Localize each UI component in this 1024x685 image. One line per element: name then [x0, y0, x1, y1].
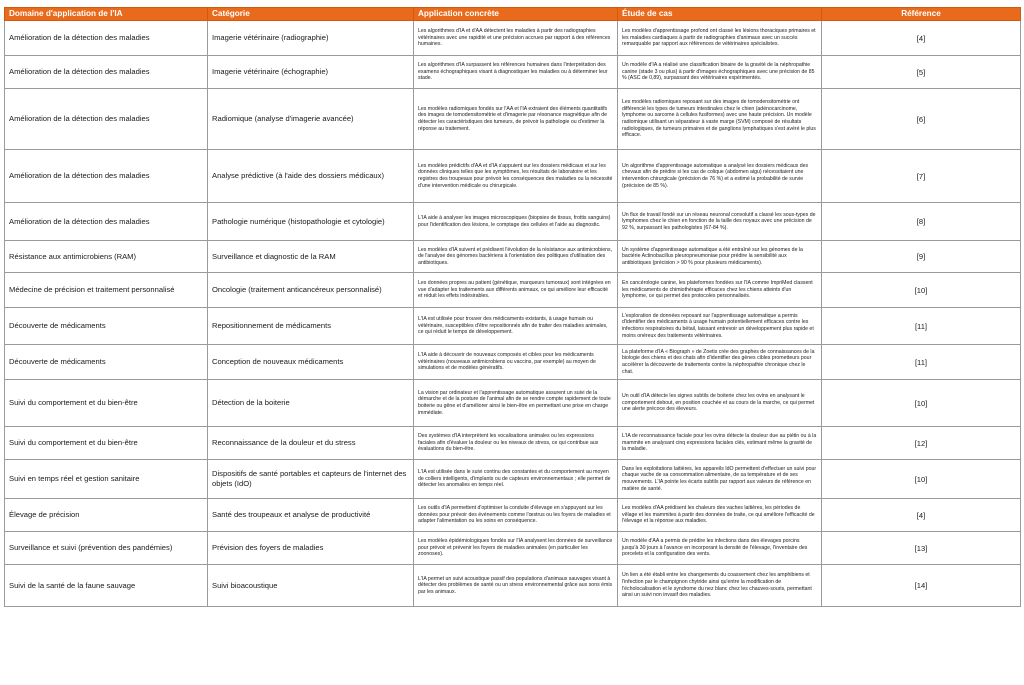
- cell-domaine: Amélioration de la détection des maladies: [5, 89, 208, 150]
- cell-etude: Un outil d'IA détecte les signes subtils de boiterie chez les ovins en analysant le comportement debout, en position couchée et au cours de la marche, ce qui permet une alerte précoce des éleveurs.: [618, 380, 822, 427]
- cell-categorie: Pathologie numérique (histopathologie et cytologie): [208, 203, 414, 241]
- cell-domaine: Résistance aux antimicrobiens (RAM): [5, 241, 208, 273]
- cell-categorie: Prévision des foyers de maladies: [208, 532, 414, 565]
- table-row: [5, 345, 1021, 380]
- cell-domaine: Suivi du comportement et du bien-être: [5, 380, 208, 427]
- cell-application: L'IA aide à analyser les images microscopiques (biopsies de tissus, frottis sanguins) pour l'identification des lésions, le comptage des cellules et l'aide au diagnostic.: [414, 203, 618, 241]
- cell-categorie: Imagerie vétérinaire (radiographie): [208, 21, 414, 56]
- table-row: [5, 427, 1021, 460]
- cell-application: Des systèmes d'IA interprètent les vocalisations animales ou les expressions faciales afin d'évaluer la douleur ou les niveaux de stress, ce qui contribue aux évaluations du bien-être.: [414, 427, 618, 460]
- cell-domaine: Surveillance et suivi (prévention des pandémies): [5, 532, 208, 565]
- cell-domaine: Suivi de la santé de la faune sauvage: [5, 565, 208, 607]
- cell-application: Les modèles épidémiologiques fondés sur l'IA analysent les données de surveillance pour prévoir et prévenir les foyers de maladies animales (en particulier les zoonoses).: [414, 532, 618, 565]
- cell-domaine: Médecine de précision et traitement personnalisé: [5, 273, 208, 308]
- table-row: [5, 499, 1021, 532]
- cell-categorie: Conception de nouveaux médicaments: [208, 345, 414, 380]
- table-row: [5, 56, 1021, 89]
- cell-categorie: Oncologie (traitement anticancéreux personnalisé): [208, 273, 414, 308]
- cell-reference: [10]: [822, 273, 1021, 308]
- cell-categorie: Surveillance et diagnostic de la RAM: [208, 241, 414, 273]
- cell-etude: La plateforme d'IA « Biograph » de Zoetis crée des graphes de connaissances de la biologie des chiens et des chats afin d'identifier des gènes cibles prometteurs pour accélérer la découverte de traitements contre la néphropathie chronique chez le chat.: [618, 345, 822, 380]
- cell-domaine: Amélioration de la détection des maladies: [5, 21, 208, 56]
- cell-application: Les modèles d'IA suivent et prédisent l'évolution de la résistance aux antimicrobiens, de l'analyse des génomes bactériens à l'orientation des politiques d'utilisation des antibiotiques.: [414, 241, 618, 273]
- header-domaine: Domaine d'application de l'IA: [5, 8, 208, 21]
- header-categorie: Catégorie: [208, 8, 414, 21]
- cell-reference: [8]: [822, 203, 1021, 241]
- table-row: [5, 203, 1021, 241]
- cell-etude: L'exploration de données reposant sur l'apprentissage automatique a permis d'identifier des médicaments à usage humain potentiellement efficaces contre les infections respiratoires du bétail, laissant entrevoir un développement plus rapide et moins onéreux des traitements vétérinaires.: [618, 308, 822, 345]
- cell-application: Les outils d'IA permettent d'optimiser la conduite d'élevage en s'appuyant sur les données pour prévoir des événements comme l'œstrus ou les foyers de maladies et adapter l'alimentation ou les soins en conséquence.: [414, 499, 618, 532]
- cell-application: L'IA permet un suivi acoustique passif des populations d'animaux sauvages visant à détecter des problèmes de santé ou un stress environnemental grâce aux sons émis par les animaux.: [414, 565, 618, 607]
- cell-application: Les algorithmes d'IA surpassent les références humaines dans l'interprétation des examens échographiques visant à diagnostiquer les maladies ou à déterminer leur stade.: [414, 56, 618, 89]
- cell-categorie: Suivi bioacoustique: [208, 565, 414, 607]
- cell-reference: [6]: [822, 89, 1021, 150]
- cell-domaine: Élevage de précision: [5, 499, 208, 532]
- cell-domaine: Découverte de médicaments: [5, 345, 208, 380]
- cell-categorie: Santé des troupeaux et analyse de productivité: [208, 499, 414, 532]
- table-row: [5, 241, 1021, 273]
- table-row: [5, 380, 1021, 427]
- cell-etude: Les modèles d'AA prédisent les chaleurs des vaches laitières, les périodes de vêlage et les mammites à partir des données de traite, ce qui améliore l'efficacité de l'élevage et la réponse aux maladies.: [618, 499, 822, 532]
- header-etude: Étude de cas: [618, 8, 822, 21]
- cell-etude: Un modèle d'AA a permis de prédire les infections dans des élevages porcins jusqu'à 30 jours à l'avance en incorporant la densité de l'élevage, l'inventaire des porcelets et la configuration des vents.: [618, 532, 822, 565]
- cell-reference: [14]: [822, 565, 1021, 607]
- cell-etude: Un flux de travail fondé sur un réseau neuronal convolutif a classé les sous-types de lymphomes chez le chien en fonction de la taille des noyaux avec une précision de 92 %, surpassant les pathologistes (67-84 %).: [618, 203, 822, 241]
- header-reference: Référence: [822, 8, 1021, 21]
- cell-reference: [4]: [822, 21, 1021, 56]
- table-row: [5, 150, 1021, 203]
- cell-categorie: Détection de la boiterie: [208, 380, 414, 427]
- table-header: [5, 8, 1021, 21]
- cell-reference: [4]: [822, 499, 1021, 532]
- cell-categorie: Analyse prédictive (à l'aide des dossiers médicaux): [208, 150, 414, 203]
- cell-etude: Un algorithme d'apprentissage automatique a analysé les dossiers médicaux des chevaux afin de prédire si les cas de colique (abdomen aigu) nécessitaient une intervention chirurgicale (précision de 76 %) et a estimé la probabilité de survie (précision de 85 %).: [618, 150, 822, 203]
- cell-reference: [10]: [822, 380, 1021, 427]
- cell-application: Les modèles prédictifs d'AA et d'IA s'appuient sur les dossiers médicaux et sur les données cliniques telles que les symptômes, les résultats de laboratoire et les registres des troupeaux pour prévoir les conséquences des maladies ou la nécessité d'une intervention médicale ou chirurgicale.: [414, 150, 618, 203]
- table-row: [5, 532, 1021, 565]
- cell-domaine: Amélioration de la détection des maladies: [5, 56, 208, 89]
- table-row: [5, 89, 1021, 150]
- cell-reference: [10]: [822, 460, 1021, 499]
- cell-etude: Un système d'apprentissage automatique a été entraîné sur les génomes de la bactérie Actinobacillus pleuropneumoniae pour prédire la sensibilité aux antibiotiques (précision > 90 % pour plusieurs médicaments).: [618, 241, 822, 273]
- table-row: [5, 273, 1021, 308]
- cell-domaine: Suivi du comportement et du bien-être: [5, 427, 208, 460]
- table-row: [5, 460, 1021, 499]
- cell-application: L'IA est utilisée dans le suivi continu des constantes et du comportement au moyen de colliers intelligents, d'implants ou de capteurs environnementaux ; elle permet de détecter les anomalies en temps réel.: [414, 460, 618, 499]
- cell-etude: Dans les exploitations laitières, les appareils IdO permettent d'effectuer un suivi pour chaque vache de sa consommation alimentaire, de sa température et de ses mouvements. L'IA pointe les écarts subtils par rapport aux valeurs de référence en matière de santé.: [618, 460, 822, 499]
- cell-etude: Un modèle d'IA a réalisé une classification binaire de la gravité de la néphropathie canine (stade 3 ou plus) à partir d'images échographiques avec une précision de 85 % (ASC de 0,89), surpassant des vétérinaires expérimentés.: [618, 56, 822, 89]
- cell-categorie: Repositionnement de médicaments: [208, 308, 414, 345]
- ai-applications-table: [4, 7, 1021, 607]
- table-row: [5, 21, 1021, 56]
- table-body: [5, 21, 1021, 607]
- cell-application: La vision par ordinateur et l'apprentissage automatique assurent un suivi de la démarche et de la posture de l'animal afin de se rendre compte rapidement de toute boiterie ou gêne et d'améliorer ainsi le bien-être en permettant une prise en charge immédiate.: [414, 380, 618, 427]
- cell-reference: [7]: [822, 150, 1021, 203]
- cell-etude: Un lien a été établi entre les changements du coassement chez les amphibiens et l'infection par le champignon chytride ainsi qu'entre la modification de l'écholocalisation et le syndrome du nez blanc chez les chauves-souris, permettant ainsi un suivi non invasif des maladies.: [618, 565, 822, 607]
- cell-domaine: Découverte de médicaments: [5, 308, 208, 345]
- cell-application: L'IA est utilisée pour trouver des médicaments existants, à usage humain ou vétérinaire, susceptibles d'être repositionnés afin de traiter des maladies animales, ce qui réduit le temps de développement.: [414, 308, 618, 345]
- table-row: [5, 565, 1021, 607]
- cell-application: Les données propres au patient (génétique, marqueurs tumoraux) sont intégrées en vue d'adapter les traitements aux différents animaux, ce qui améliore leur efficacité et réduit les effets indésirables.: [414, 273, 618, 308]
- cell-domaine: Amélioration de la détection des maladies: [5, 150, 208, 203]
- cell-etude: Les modèles radiomiques reposant sur des images de tomodensitométrie ont différencié les types de tumeurs intestinales chez le chien (adénocarcinome, lymphome ou sarcome à cellules fusiformes) avec une haute précision. Un modèle radiomique utilisant un séparateur à vaste marge (SVM) composé de résultats radiologiques, de tumeurs primaires et de ganglions lymphatiques s'est avéré le plus efficace.: [618, 89, 822, 150]
- cell-reference: [11]: [822, 345, 1021, 380]
- header-row: [5, 8, 1021, 21]
- cell-reference: [11]: [822, 308, 1021, 345]
- cell-reference: [9]: [822, 241, 1021, 273]
- cell-etude: Les modèles d'apprentissage profond ont classé les lésions thoraciques primaires et les maladies cardiaques à partir de radiographies d'animaux avec un succès remarquable par rapport aux références de vétérinaires spécialistes.: [618, 21, 822, 56]
- cell-etude: L'IA de reconnaissance faciale pour les ovins détecte la douleur due au piétin ou à la mammite en analysant cinq expressions faciales clés, estimant même la gravité de la maladie.: [618, 427, 822, 460]
- header-application: Application concrète: [414, 8, 618, 21]
- cell-application: Les algorithmes d'IA et d'AA détectent les maladies à partir des radiographies vétérinaires avec une rapidité et une précision accrues par rapport à des références humaines.: [414, 21, 618, 56]
- cell-categorie: Imagerie vétérinaire (échographie): [208, 56, 414, 89]
- cell-reference: [13]: [822, 532, 1021, 565]
- cell-reference: [12]: [822, 427, 1021, 460]
- cell-categorie: Reconnaissance de la douleur et du stress: [208, 427, 414, 460]
- cell-etude: En cancérologie canine, les plateformes fondées sur l'IA comme ImpriMed classent les médicaments de chimiothérapie efficaces chez les chiens atteints d'un lymphome, ce qui permet des protocoles personnalisés.: [618, 273, 822, 308]
- cell-categorie: Dispositifs de santé portables et capteurs de l'internet des objets (IdO): [208, 460, 414, 499]
- cell-categorie: Radiomique (analyse d'imagerie avancée): [208, 89, 414, 150]
- table-row: [5, 308, 1021, 345]
- cell-application: L'IA aide à découvrir de nouveaux composés et cibles pour les médicaments vétérinaires (nouveaux antimicrobiens ou vaccins, par exemple) au moyen de simulations et de modèles génératifs.: [414, 345, 618, 380]
- cell-reference: [5]: [822, 56, 1021, 89]
- cell-domaine: Suivi en temps réel et gestion sanitaire: [5, 460, 208, 499]
- cell-domaine: Amélioration de la détection des maladies: [5, 203, 208, 241]
- cell-application: Les modèles radiomiques fondés sur l'AA et l'IA extraient des éléments quantitatifs des images de tomodensitométrie et d'imagerie par résonance magnétique afin de détecter les caractéristiques des tumeurs, de prévoir la pathologie ou d'estimer la réponse au traitement.: [414, 89, 618, 150]
